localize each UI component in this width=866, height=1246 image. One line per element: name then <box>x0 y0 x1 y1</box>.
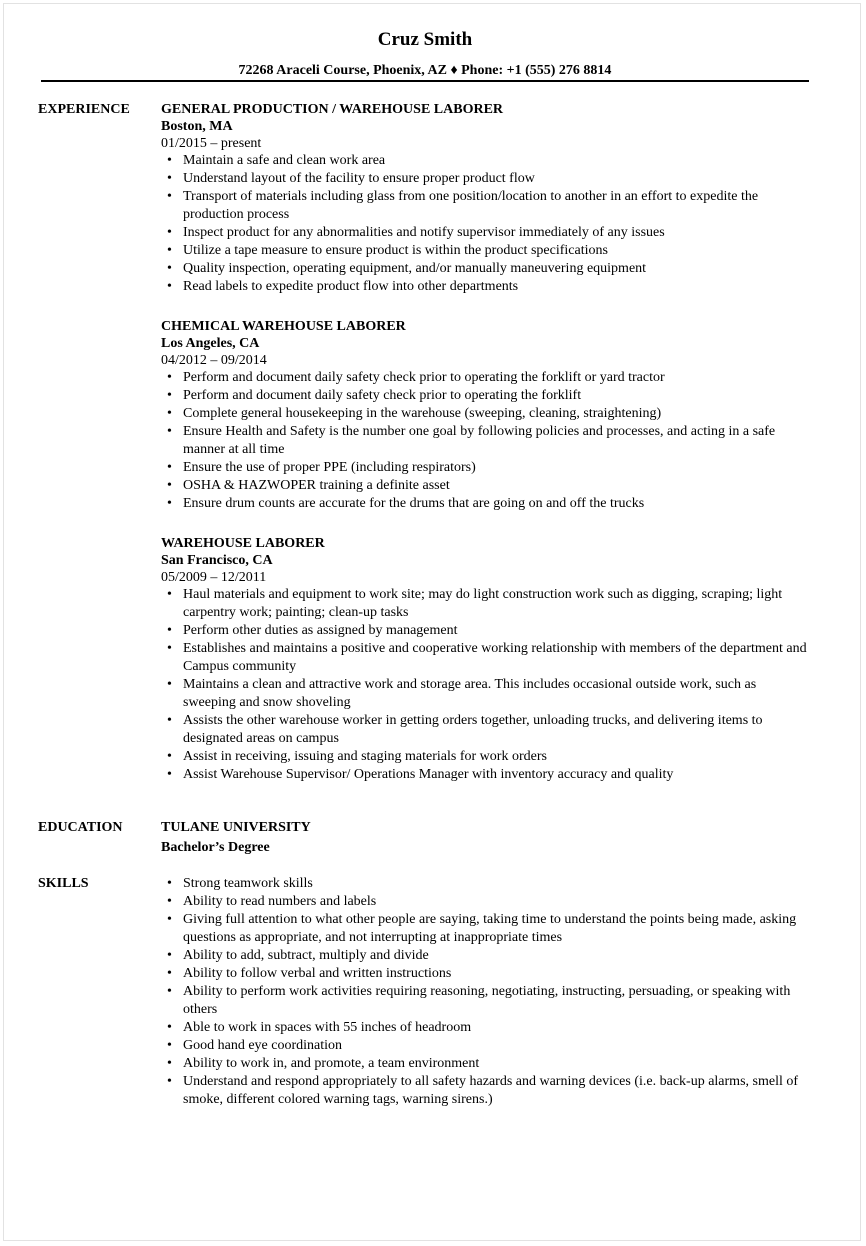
list-item: • Utilize a tape measure to ensure product is within the product specifications <box>161 242 811 260</box>
job-title: WAREHOUSE LABORER <box>161 536 325 551</box>
list-item: • Good hand eye coordination <box>161 1037 811 1055</box>
skills-list <box>161 875 811 1109</box>
list-item: • Transport of materials including glass from one position/location to another in an effort to expedite the production process <box>161 188 811 224</box>
section-label-skills: SKILLS <box>38 876 89 891</box>
list-item: • Establishes and maintains a positive and cooperative working relationship with members of the department and Campus community <box>161 640 811 676</box>
section-label-education: EDUCATION <box>38 820 123 835</box>
job-location: Los Angeles, CA <box>161 336 260 351</box>
job-bullets <box>161 586 811 784</box>
section-label-experience: EXPERIENCE <box>38 102 130 117</box>
list-item: • Ability to follow verbal and written instructions <box>161 965 811 983</box>
list-item: • Read labels to expedite product flow into other departments <box>161 278 811 296</box>
list-item: • Giving full attention to what other people are saying, taking time to understand the points being made, asking questions as appropriate, and not interrupting at inappropriate times <box>161 911 811 947</box>
contact-line: 72268 Araceli Course, Phoenix, AZ ♦ Phone: +1 (555) 276 8814 <box>238 63 612 78</box>
list-item: • OSHA & HAZWOPER training a definite asset <box>161 477 811 495</box>
job-bullets <box>161 369 811 513</box>
list-item: • Ability to perform work activities requiring reasoning, negotiating, instructing, persuading, or speaking with others <box>161 983 811 1019</box>
list-item: • Ability to add, subtract, multiply and divide <box>161 947 811 965</box>
job-title: GENERAL PRODUCTION / WAREHOUSE LABORER <box>161 102 504 117</box>
list-item: • Complete general housekeeping in the warehouse (sweeping, cleaning, straightening) <box>161 405 811 423</box>
school-name: TULANE UNIVERSITY <box>161 820 311 835</box>
list-item: • Perform and document daily safety check prior to operating the forklift <box>161 387 811 405</box>
job-dates: 05/2009 – 12/2011 <box>161 570 267 585</box>
candidate-name: Cruz Smith <box>377 29 473 50</box>
job-entry <box>161 318 811 513</box>
job-entry <box>161 535 811 784</box>
list-item: • Ensure Health and Safety is the number one goal by following policies and processes, and acting in a safe manner at all time <box>161 423 811 459</box>
list-item: • Maintain a safe and clean work area <box>161 152 811 170</box>
list-item: • Maintains a clean and attractive work and storage area. This includes occasional outside work, such as sweeping and snow shoveling <box>161 676 811 712</box>
list-item: • Ability to read numbers and labels <box>161 893 811 911</box>
job-title: CHEMICAL WAREHOUSE LABORER <box>161 319 406 334</box>
list-item: • Assists the other warehouse worker in getting orders together, unloading trucks, and delivering items to designated areas on campus <box>161 712 811 748</box>
list-item: • Understand layout of the facility to ensure proper product flow <box>161 170 811 188</box>
job-entry <box>161 101 811 296</box>
job-dates: 01/2015 – present <box>161 136 262 151</box>
list-item: • Ensure the use of proper PPE (including respirators) <box>161 459 811 477</box>
list-item: • Inspect product for any abnormalities and notify supervisor immediately of any issues <box>161 224 811 242</box>
list-item: • Perform and document daily safety check prior to operating the forklift or yard tractor <box>161 369 811 387</box>
skills-section <box>161 875 811 1109</box>
job-bullets <box>161 152 811 296</box>
list-item: • Assist in receiving, issuing and staging materials for work orders <box>161 748 811 766</box>
list-item: • Ability to work in, and promote, a team environment <box>161 1055 811 1073</box>
list-item: • Ensure drum counts are accurate for the drums that are going on and off the trucks <box>161 495 811 513</box>
experience-section <box>161 101 811 784</box>
list-item: • Haul materials and equipment to work site; may do light construction work such as digging, scraping; light carpentry work; painting; clean-up tasks <box>161 586 811 622</box>
education-section <box>161 819 811 857</box>
job-location: Boston, MA <box>161 119 233 134</box>
list-item: • Quality inspection, operating equipment, and/or manually maneuvering equipment <box>161 260 811 278</box>
header-divider <box>41 80 809 82</box>
job-dates: 04/2012 – 09/2014 <box>161 353 267 368</box>
list-item: • Strong teamwork skills <box>161 875 811 893</box>
list-item: • Perform other duties as assigned by management <box>161 622 811 640</box>
list-item: • Able to work in spaces with 55 inches of headroom <box>161 1019 811 1037</box>
degree: Bachelor’s Degree <box>161 840 270 855</box>
list-item: • Understand and respond appropriately to all safety hazards and warning devices (i.e. back-up alarms, smell of smoke, different colored warning tags, warning sirens.) <box>161 1073 811 1109</box>
list-item: • Assist Warehouse Supervisor/ Operations Manager with inventory accuracy and quality <box>161 766 811 784</box>
job-location: San Francisco, CA <box>161 553 273 568</box>
